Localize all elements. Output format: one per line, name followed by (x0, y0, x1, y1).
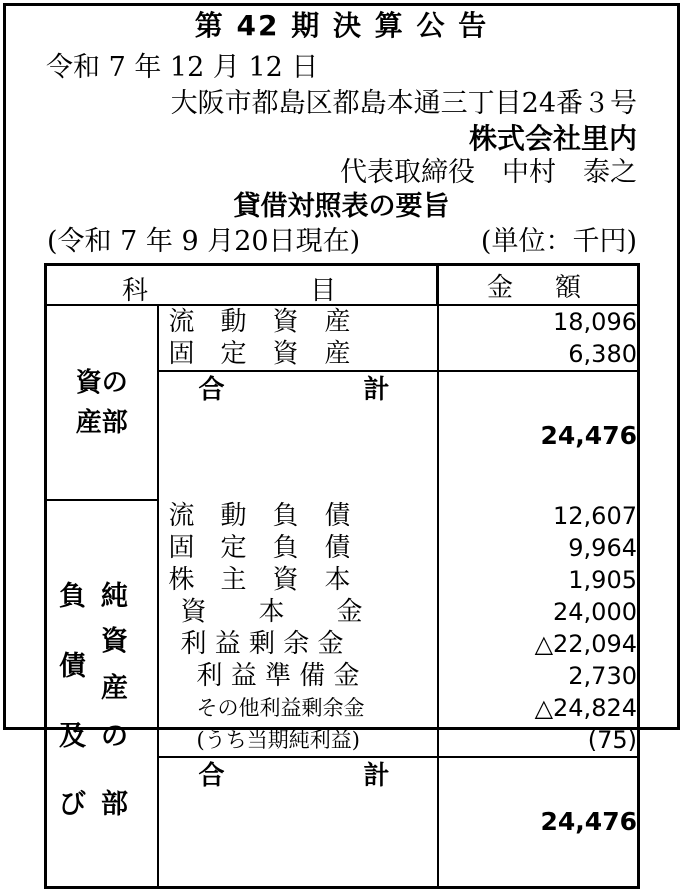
row-amount: 6,380 (438, 338, 639, 371)
row-label: 固 定 負 債 (158, 532, 438, 564)
notice-frame (3, 3, 680, 836)
category-assets-line1: 資の (75, 367, 128, 398)
category-char: 資 (101, 625, 128, 657)
total-label-right: 計 (363, 375, 390, 405)
row-label: 利 益 準 備 金 (158, 660, 438, 692)
total-label-left: 合 (198, 375, 225, 405)
category-char: の (101, 720, 128, 752)
as-of-date: (令和 7 年 9 月20日現在) (47, 226, 361, 257)
row-amount: △22,094 (438, 628, 639, 660)
assets-total-label (158, 371, 438, 500)
total-label-left: 合 (198, 761, 225, 791)
category-char: 及 (59, 720, 86, 752)
balance-sheet-table (44, 263, 640, 889)
header-item-right: 目 (310, 276, 337, 306)
category-char: び (59, 788, 86, 820)
category-assets (46, 305, 158, 500)
row-amount: △24,824 (438, 692, 639, 724)
category-char: 負 (59, 580, 86, 612)
row-amount: 24,000 (438, 596, 639, 628)
notice-title: 第 42 期 決 算 公 告 (194, 9, 489, 42)
row-label: 固 定 資 産 (158, 338, 438, 371)
category-char: 純 (101, 580, 128, 612)
category-char: 債 (59, 650, 86, 682)
category-liabilities-equity (46, 500, 158, 888)
company-address: 大阪市都島区都島本通三丁目24番３号 (170, 88, 637, 119)
row-label: (うち当期純利益) (158, 724, 438, 757)
notice-date: 令和 7 年 12 月 12 日 (46, 52, 319, 83)
company-name: 株式会社里内 (468, 122, 637, 155)
row-amount: 2,730 (438, 660, 639, 692)
total-label-right: 計 (363, 761, 390, 791)
table-row (46, 305, 639, 338)
header-item (46, 265, 438, 306)
row-label: 流 動 資 産 (158, 305, 438, 338)
row-amount: 12,607 (438, 500, 639, 532)
row-label: 利 益 剰 余 金 (158, 628, 438, 660)
header-item-left: 科 (122, 276, 149, 306)
unit-label: (単位：千円) (480, 226, 637, 257)
row-label: 流 動 負 債 (158, 500, 438, 532)
row-label: その他利益剰余金 (158, 692, 438, 724)
row-label: 株 主 資 本 (158, 564, 438, 596)
row-amount: 1,905 (438, 564, 639, 596)
representative: 代表取締役 中村 泰之 (340, 157, 637, 188)
assets-total-amount: 24,476 (438, 371, 639, 500)
header-amount: 金額 (438, 265, 639, 306)
row-amount: (75) (438, 724, 639, 757)
liabilities-total-label (158, 757, 438, 888)
category-char: 産 (101, 672, 128, 704)
table-row (46, 500, 639, 532)
liabilities-total-amount: 24,476 (438, 757, 639, 888)
category-char: 部 (101, 788, 128, 820)
table-header (46, 265, 639, 306)
category-assets-line2: 産部 (75, 407, 128, 438)
balance-sheet-title: 貸借対照表の要旨 (233, 191, 450, 222)
row-label: 資 本 金 (158, 596, 438, 628)
row-amount: 18,096 (438, 305, 639, 338)
row-amount: 9,964 (438, 532, 639, 564)
